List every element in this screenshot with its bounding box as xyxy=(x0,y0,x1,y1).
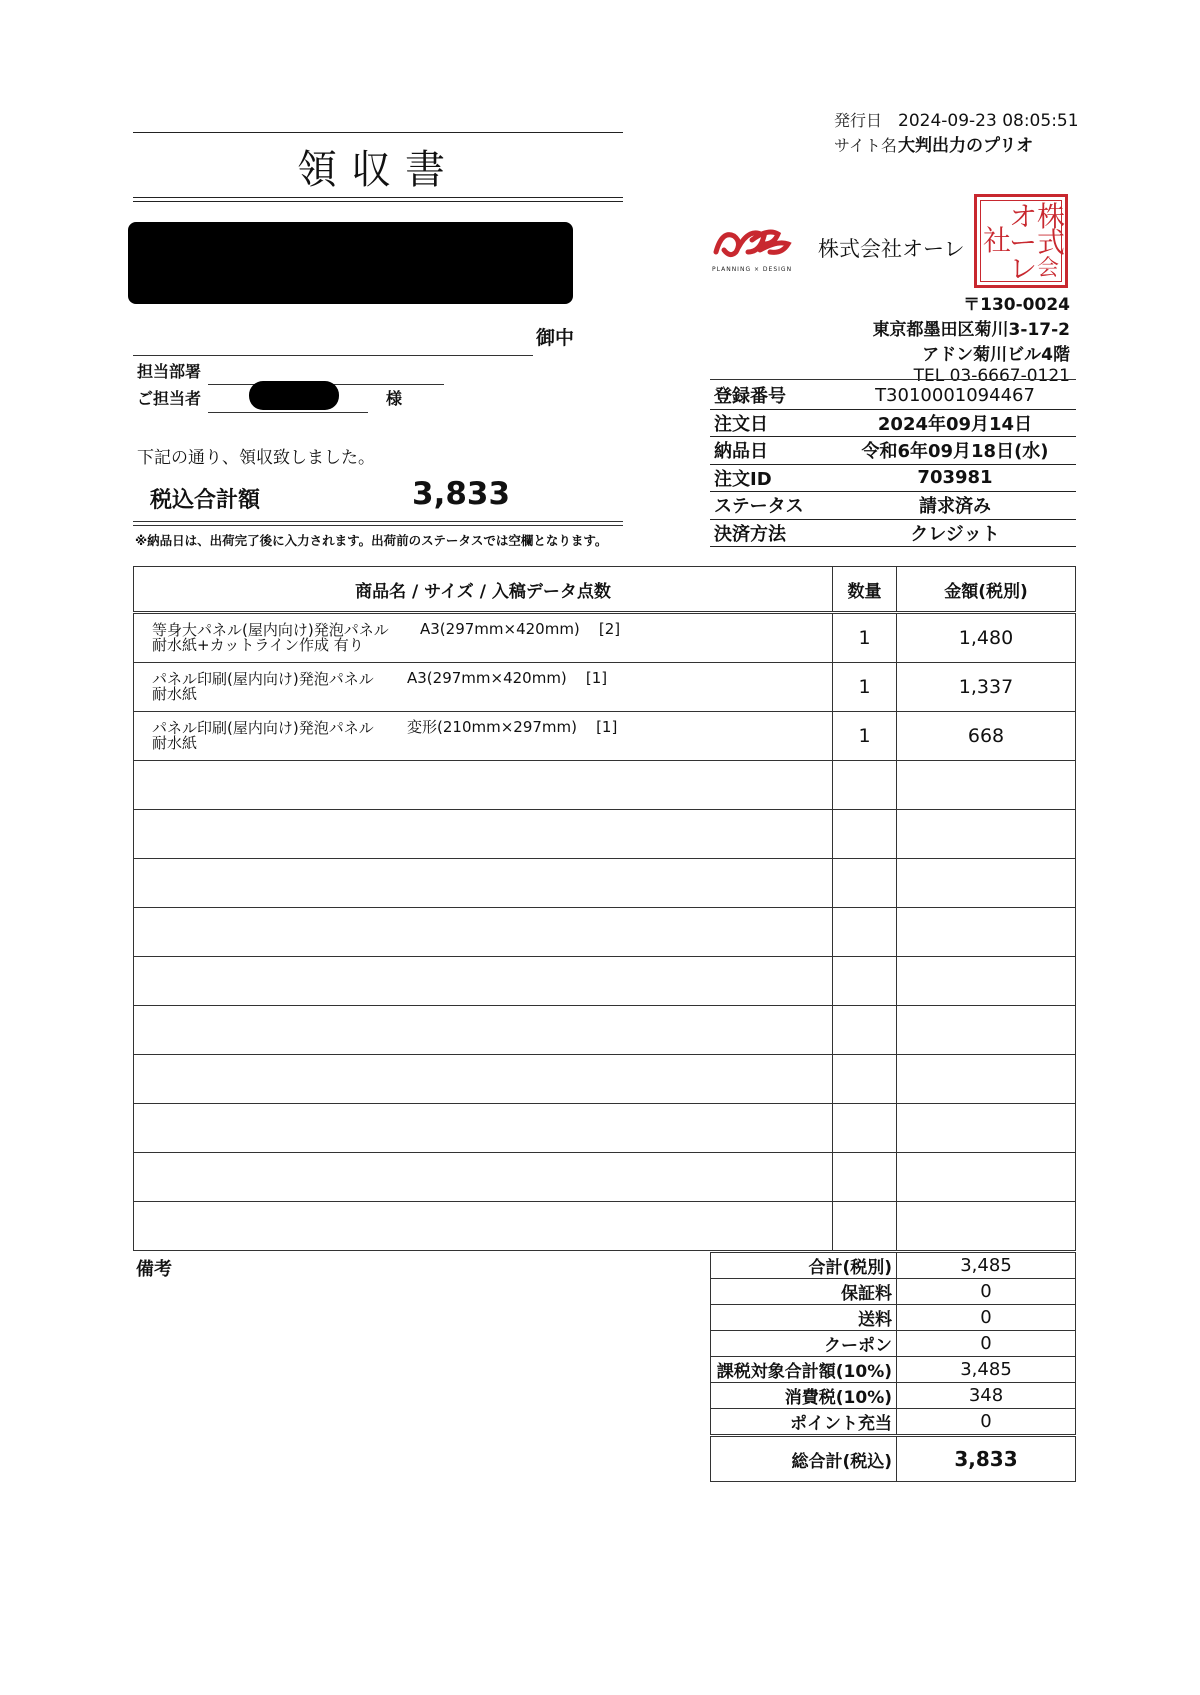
honorific-org: 御中 xyxy=(536,327,575,349)
table-row-empty xyxy=(134,957,1076,1006)
item-name-line1: パネル印刷(屋内向け)発泡パネル xyxy=(152,719,374,737)
totals-label: クーポン xyxy=(711,1331,897,1357)
item-amount: 1,337 xyxy=(897,663,1076,712)
site-label: サイト名 xyxy=(834,136,897,155)
totals-label: ポイント充当 xyxy=(711,1409,897,1436)
totals-row xyxy=(711,1279,1076,1305)
info-label: 決済方法 xyxy=(710,519,834,547)
info-row xyxy=(710,519,1076,547)
table-row-empty xyxy=(134,908,1076,957)
item-description xyxy=(134,613,833,663)
totals-value: 348 xyxy=(897,1383,1076,1409)
items-header-row xyxy=(134,567,1076,613)
table-row-empty xyxy=(134,810,1076,859)
seal-char: レ xyxy=(1009,252,1038,285)
seal-char: 式 xyxy=(1037,226,1066,259)
receipt-statement: 下記の通り、領収致しました。 xyxy=(137,448,375,468)
seal-char: 株 xyxy=(1037,200,1066,233)
site-row xyxy=(834,131,1033,156)
table-row xyxy=(134,712,1076,761)
company-logo-mark-icon xyxy=(712,222,797,262)
col-header-amount: 金額(税別) xyxy=(897,567,1076,613)
info-value: 2024年09月14日 xyxy=(834,409,1076,437)
table-row-empty xyxy=(134,1202,1076,1251)
info-value: 703981 xyxy=(834,464,1076,492)
info-row xyxy=(710,464,1076,492)
company-tel: TEL 03-6667-0121 xyxy=(913,366,1070,386)
col-header-desc: 商品名 / サイズ / 入稿データ点数 xyxy=(134,567,833,613)
col-header-qty: 数量 xyxy=(833,567,897,613)
total-rule-1 xyxy=(133,521,623,522)
item-name-line1: 等身大パネル(屋内向け)発泡パネル xyxy=(152,621,389,639)
info-label: ステータス xyxy=(710,492,834,520)
info-value: 令和6年09月18日(水) xyxy=(834,437,1076,465)
person-label: ご担当者 xyxy=(137,389,202,408)
seal-char: 会 xyxy=(1037,256,1060,281)
item-qty: 1 xyxy=(833,613,897,663)
issue-date: 2024-09-23 08:05:51 xyxy=(898,111,1079,131)
totals-value: 0 xyxy=(897,1409,1076,1436)
delivery-note: ※納品日は、出荷完了後に入力されます。出荷前のステータスでは空欄となります。 xyxy=(135,533,608,548)
info-row xyxy=(710,437,1076,465)
info-top-rule xyxy=(710,379,1076,380)
totals-row xyxy=(711,1305,1076,1331)
totals-label: 送料 xyxy=(711,1305,897,1331)
table-row-empty xyxy=(134,1153,1076,1202)
item-amount: 668 xyxy=(897,712,1076,761)
info-label: 登録番号 xyxy=(710,382,834,409)
table-row-empty xyxy=(134,859,1076,908)
totals-row xyxy=(711,1357,1076,1383)
table-row xyxy=(134,663,1076,712)
info-row xyxy=(710,382,1076,409)
totals-row xyxy=(711,1409,1076,1436)
logo-tagline: PLANNING × DESIGN xyxy=(712,266,793,273)
redacted-recipient-name xyxy=(128,222,573,304)
dept-label: 担当部署 xyxy=(137,362,202,381)
info-row xyxy=(710,492,1076,520)
company-address-1: 東京都墨田区菊川3-17-2 xyxy=(872,320,1070,340)
issue-date-row xyxy=(834,108,1079,131)
item-name-line2: 耐水紙 xyxy=(152,685,198,703)
grand-total-value: 3,833 xyxy=(897,1436,1076,1482)
item-name-line2: 耐水紙+カットライン作成 有り xyxy=(152,636,364,654)
recipient-underline xyxy=(133,355,533,356)
info-label: 納品日 xyxy=(710,437,834,465)
totals-value: 3,485 xyxy=(897,1357,1076,1383)
grand-total-label: 総合計(税込) xyxy=(711,1436,897,1482)
item-qty: 1 xyxy=(833,712,897,761)
company-name: 株式会社オーレ xyxy=(818,237,965,261)
item-name-line1: パネル印刷(屋内向け)発泡パネル xyxy=(152,670,374,688)
info-row xyxy=(710,409,1076,437)
table-row xyxy=(134,613,1076,663)
item-description xyxy=(134,663,833,712)
totals-label: 合計(税別) xyxy=(711,1253,897,1279)
item-name-line2: 耐水紙 xyxy=(152,734,198,752)
table-row-empty xyxy=(134,761,1076,810)
seal-char: ー xyxy=(1009,226,1038,259)
totals-row xyxy=(711,1383,1076,1409)
info-value: クレジット xyxy=(834,519,1076,547)
item-description xyxy=(134,712,833,761)
table-row-empty xyxy=(134,1006,1076,1055)
grand-total-row xyxy=(711,1436,1076,1482)
title-rule-bottom xyxy=(133,197,623,198)
totals-label: 消費税(10%) xyxy=(711,1383,897,1409)
items-table xyxy=(133,566,1076,1251)
totals-value: 0 xyxy=(897,1331,1076,1357)
seal-char: オ xyxy=(1009,200,1038,233)
table-row-empty xyxy=(134,1055,1076,1104)
totals-label: 保証料 xyxy=(711,1279,897,1305)
item-amount: 1,480 xyxy=(897,613,1076,663)
totals-row xyxy=(711,1331,1076,1357)
info-label: 注文ID xyxy=(710,464,834,492)
item-qty: 1 xyxy=(833,663,897,712)
total-rule-2 xyxy=(133,525,623,526)
item-size: A3(297mm×420mm) [1] xyxy=(407,669,608,687)
totals-value: 3,485 xyxy=(897,1253,1076,1279)
redacted-person-name xyxy=(249,381,339,410)
total-value: 3,833 xyxy=(412,476,511,512)
title-rule-top xyxy=(133,132,623,133)
honorific-person: 様 xyxy=(386,389,403,408)
site-name: 大判出力のプリオ xyxy=(898,136,1034,156)
company-address-2: アドン菊川ビル4階 xyxy=(922,345,1070,365)
totals-row xyxy=(711,1253,1076,1279)
totals-value: 0 xyxy=(897,1279,1076,1305)
item-size: A3(297mm×420mm) [2] xyxy=(420,620,621,638)
person-underline xyxy=(208,412,368,413)
document-title: 領収書 xyxy=(297,147,459,193)
item-size: 変形(210mm×297mm) [1] xyxy=(407,718,618,736)
totals-label: 課税対象合計額(10%) xyxy=(711,1357,897,1383)
info-label: 注文日 xyxy=(710,409,834,437)
remarks-label: 備考 xyxy=(136,1259,172,1280)
totals-value: 0 xyxy=(897,1305,1076,1331)
seal-char: 社 xyxy=(983,224,1012,257)
total-label: 税込合計額 xyxy=(150,488,261,513)
company-postal: 〒130-0024 xyxy=(963,295,1070,315)
info-value: T3010001094467 xyxy=(834,382,1076,409)
company-seal xyxy=(974,194,1068,288)
totals-table xyxy=(710,1252,1076,1482)
company-logo xyxy=(712,222,797,273)
info-value: 請求済み xyxy=(834,492,1076,520)
order-info-table xyxy=(710,382,1076,547)
table-row-empty xyxy=(134,1104,1076,1153)
title-rule-bottom-2 xyxy=(133,201,623,202)
issue-date-label: 発行日 xyxy=(834,111,883,130)
